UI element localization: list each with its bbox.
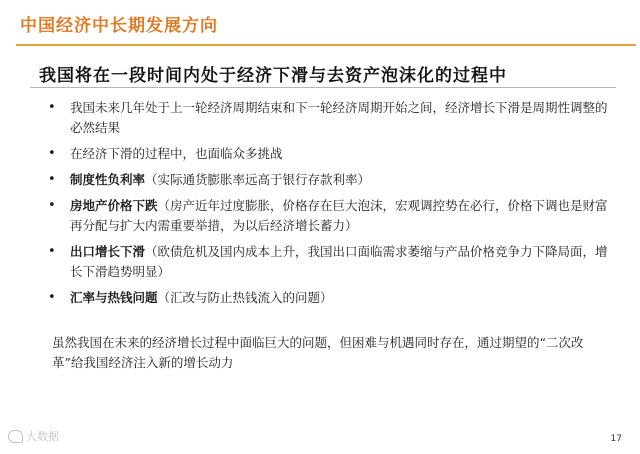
bullet-item <box>48 98 608 138</box>
bullet-list <box>48 98 608 314</box>
bullet-text: 在经济下滑的过程中，也面临众多挑战 <box>70 146 283 161</box>
bullet-text: （房产近年过度膨胀，价格存在巨大泡沫，宏观调控势在必行，价格下调也是财富再分配与扩大内需重要举措，为以后经济增长蓄力） <box>70 198 608 233</box>
bullet-text: （欧债危机及国内成本上升，我国出口面临需求萎缩与产品价格竞争力下降局面，增长下滑趋势明显） <box>70 244 608 279</box>
watermark-text: 大数据 <box>26 430 59 443</box>
bullet-text: 我国未来几年处于上一轮经济周期结束和下一轮经济周期开始之间，经济增长下滑是周期性调整的必然结果 <box>70 100 608 135</box>
bullet-dot-icon: • <box>48 100 56 115</box>
bullet-bold-text: 房地产价格下跌 <box>70 198 158 213</box>
bullet-dot-icon: • <box>48 290 56 305</box>
bullet-text: （实际通货膨胀率远高于银行存款利率） <box>145 172 371 187</box>
bullet-dot-icon: • <box>48 198 56 213</box>
slide-title: 中国经济中长期发展方向 <box>20 16 218 36</box>
bullet-item <box>48 196 608 236</box>
bullet-dot-icon: • <box>48 244 56 259</box>
bullet-dot-icon: • <box>48 146 56 161</box>
watermark <box>8 428 59 444</box>
bullet-bold-text: 汇率与热钱问题 <box>70 290 158 305</box>
bullet-item <box>48 170 608 190</box>
bullet-bold-text: 出口增长下滑 <box>70 244 146 259</box>
summary-paragraph: 虽然我国在未来的经济增长过程中面临巨大的问题，但困难与机遇同时存在，通过期望的“二次改革”给我国经济注入新的增长动力 <box>52 335 584 370</box>
bullet-bold-text: 制度性负利率 <box>70 172 146 187</box>
speech-bubble-icon <box>8 430 23 443</box>
bullet-text: （汇改与防止热钱流入的问题） <box>157 290 333 305</box>
bullet-item <box>48 288 608 308</box>
title-divider <box>16 44 636 46</box>
bullet-item <box>48 242 608 282</box>
slide-subtitle: 我国将在一段时间内处于经济下滑与去资产泡沫化的过程中 <box>39 66 507 86</box>
page-number: 17 <box>610 434 622 444</box>
subtitle-divider <box>30 87 616 88</box>
bullet-item <box>48 144 608 164</box>
bullet-dot-icon: • <box>48 172 56 187</box>
